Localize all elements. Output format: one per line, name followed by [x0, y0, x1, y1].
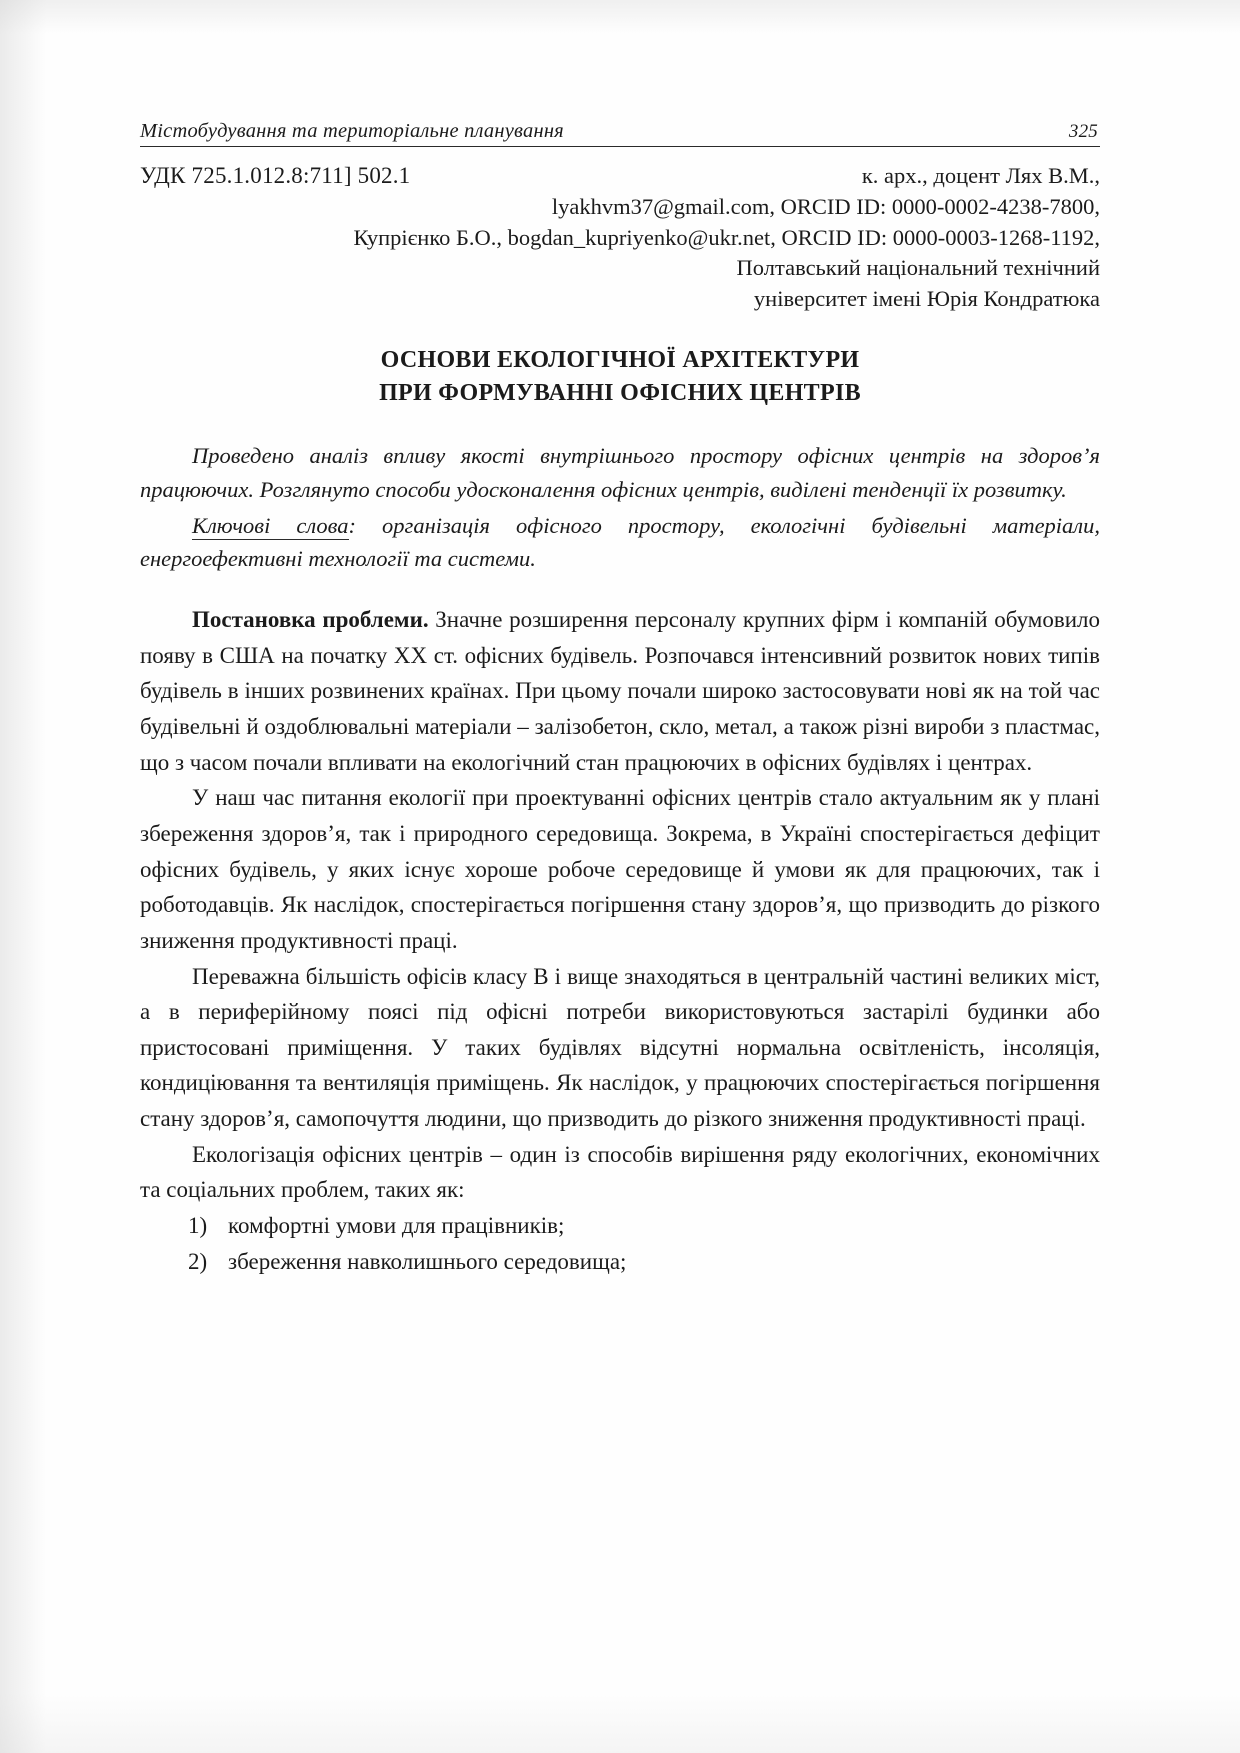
- section-lead-in: Постановка проблеми.: [192, 607, 429, 633]
- affiliation-line: Полтавський національний технічний: [736, 255, 1100, 281]
- abstract-summary: Проведено аналіз впливу якості внутрішнього простору офісних центрів на здоров’я працюючих. Розглянуто способи удосконалення офісних центрів, виділені тенденції їх розвитку.: [140, 443, 1100, 502]
- paragraph-greening-intro: Екологізація офісних центрів – один із способів вирішення ряду екологічних, економічних та соціальних проблем, таких як:: [140, 1141, 1100, 1203]
- body-text: [140, 602, 1100, 1279]
- affiliation-line: університет імені Юрія Кондратюка: [753, 285, 1100, 311]
- author-line: lyakhvm37@gmail.com, ORCID ID: 0000-0002-4238-7800,: [551, 193, 1100, 219]
- scan-shadow-top: [0, 0, 1240, 34]
- paragraph-office-classes: Переважна більшість офісів класу В і вище знаходяться в центральній частині великих міст, а в периферійному поясі під офісні потреби використовуються застарілі будинки або пристосовані приміщення. У таких будівлях відсутні нормальна освітленість, інсоляція, кондиціювання та вентиляція приміщень. Як наслідок, у працюючих спостерігається погіршення стану здоров’я, самопочуття людини, що призводить до різкого зниження продуктивності праці.: [140, 963, 1100, 1132]
- list-item: [140, 1208, 1100, 1244]
- author-line: Купрієнко Б.О., bogdan_kupriyenko@ukr.net, ORCID ID: 0000-0003-1268-1192,: [353, 224, 1100, 250]
- page-number: 325: [1068, 121, 1098, 142]
- list-item: [140, 1244, 1100, 1280]
- paragraph-text: Значне розширення персоналу крупних фірм і компаній обумовило появу в США на початку XX ст. офісних будівель. Розпочався інтенсивний розвиток нових типів будівель в інших розвинених країнах. При цьому почали широко застосовувати нові як на той час будівельні й оздоблювальні матеріали – залізобетон, скло, метал, а також різні вироби з пластмас, що з часом почали впливати на екологічний стан працюючих в офісних будівлях і центрах.: [140, 607, 1100, 775]
- paragraph-problem-statement: [140, 602, 1100, 780]
- page-content: [140, 120, 1100, 1279]
- udc-code: УДК 725.1.012.8:711] 502.1: [140, 163, 411, 188]
- header-divider: [140, 146, 1100, 147]
- list-marker: 2): [188, 1248, 208, 1274]
- keywords-text: : організація офісного простору, екологічні будівельні матеріали, енергоефективні технології та системи.: [140, 512, 1100, 572]
- keywords-label: Ключові слова: [192, 512, 349, 538]
- author-line: к. арх., доцент Лях В.М.,: [861, 163, 1100, 189]
- keywords-paragraph: [140, 509, 1100, 577]
- paragraph-ecology-relevance: У наш час питання екології при проектуванні офісних центрів стало актуальним як у плані збереження здоров’я, так і природного середовища. Зокрема, в Україні спостерігається дефіцит офісних будівель, у яких існує хороше робоче середовище й умови як для працюючих, так і роботодавців. Як наслідок, спостерігається погіршення стану здоров’я, що призводить до різкого зниження продуктивності праці.: [140, 785, 1100, 953]
- scan-shadow-bottom: [0, 1693, 1240, 1753]
- list-item-text: комфортні умови для працівників;: [228, 1213, 565, 1238]
- article-title: [140, 344, 1100, 409]
- title-line: ОСНОВИ ЕКОЛОГІЧНОЇ АРХІТЕКТУРИ: [380, 347, 860, 374]
- journal-title: Містобудування та територіальне планування: [140, 120, 564, 142]
- scan-shadow-left: [0, 0, 46, 1753]
- list-item-text: збереження навколишнього середовища;: [228, 1248, 627, 1274]
- numbered-list: [140, 1208, 1100, 1279]
- running-head: [140, 120, 1100, 143]
- title-line: ПРИ ФОРМУВАННІ ОФІСНИХ ЦЕНТРІВ: [379, 379, 861, 406]
- list-marker: 1): [188, 1213, 208, 1238]
- abstract-block: [140, 439, 1100, 576]
